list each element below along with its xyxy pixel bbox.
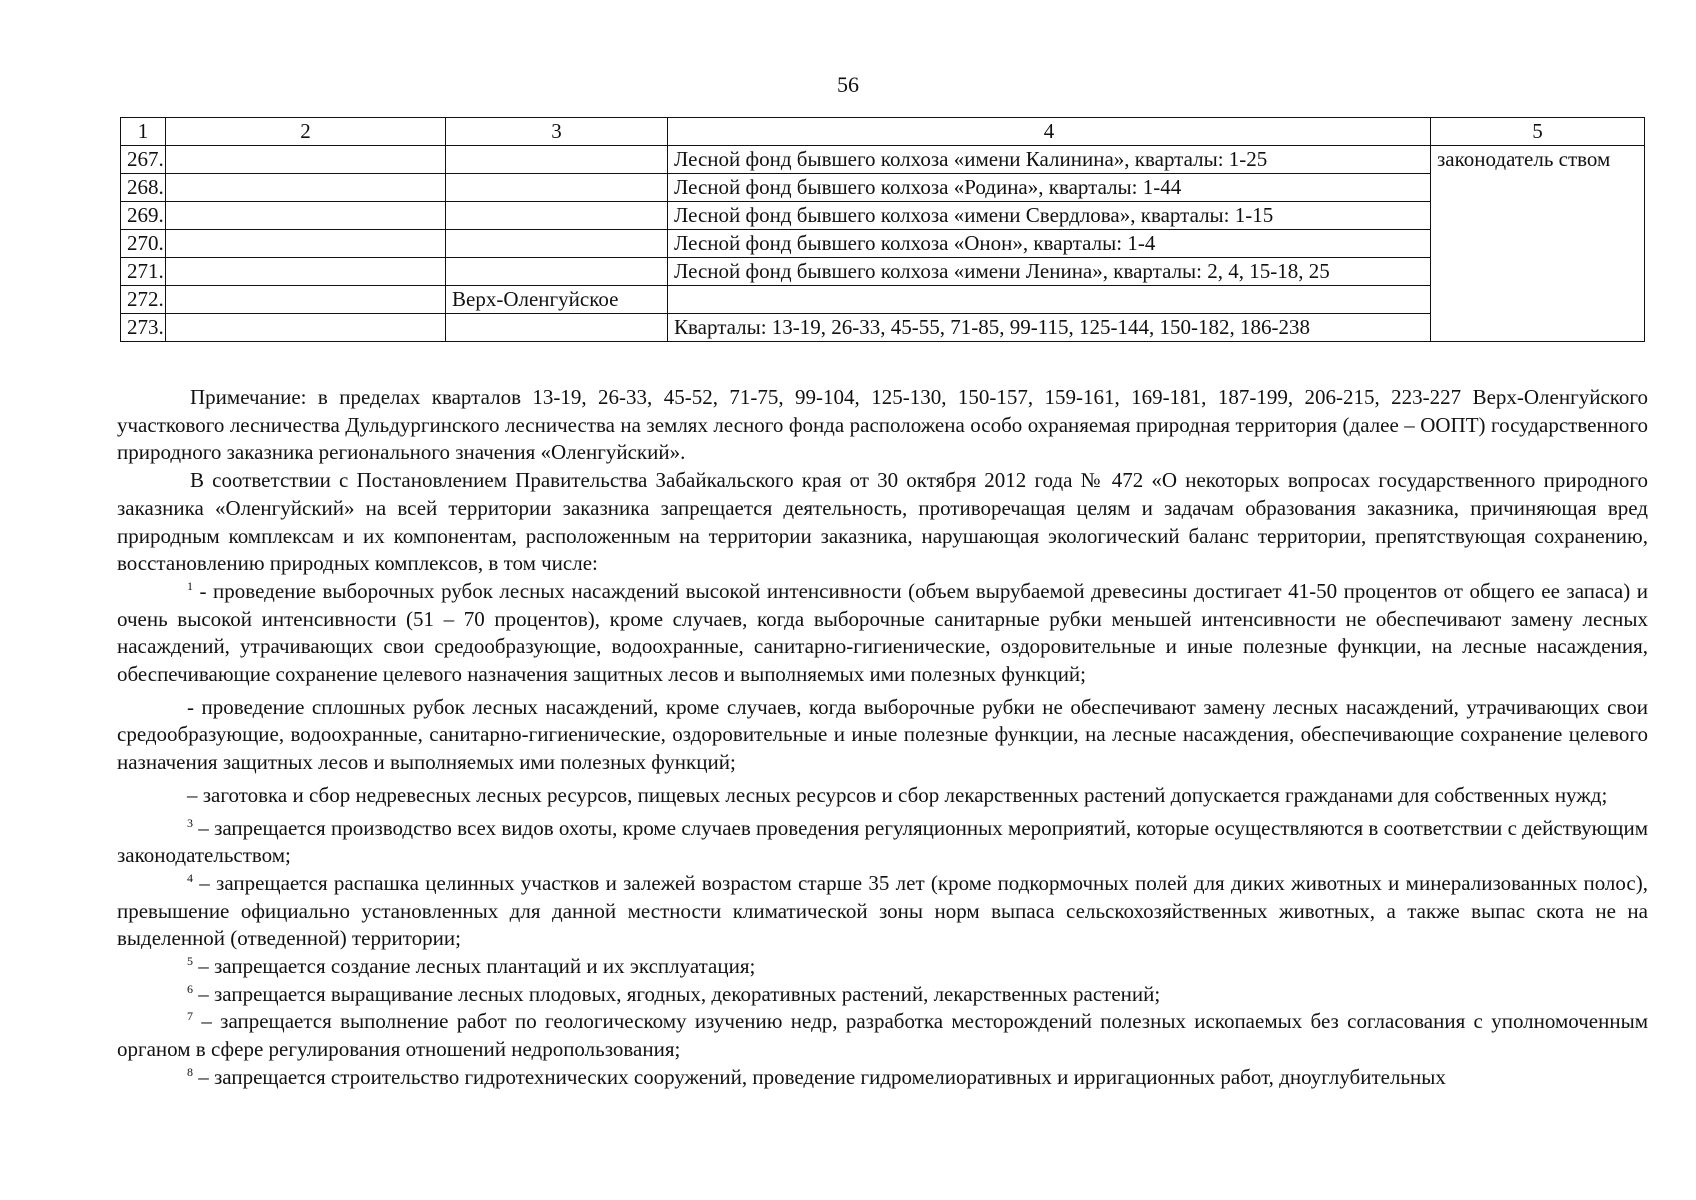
table-row xyxy=(121,174,1645,202)
row-cell-2 xyxy=(166,286,446,314)
list-item-text: – запрещается выполнение работ по геологическому изучению недр, разработка месторождений полезных ископаемых без согласования с уполномоченным органом в сфере регулирования отношений недропользования; xyxy=(117,1009,1648,1062)
list-item xyxy=(117,815,1648,870)
page-number: 56 xyxy=(837,72,859,97)
row-number: 267. xyxy=(121,146,166,174)
table-row xyxy=(121,286,1645,314)
list-item-text: – запрещается создание лесных плантаций и их эксплуатация; xyxy=(193,954,756,979)
footnote-marker: 6 xyxy=(187,981,193,996)
footnote-marker: 8 xyxy=(187,1064,193,1079)
row-cell-3 xyxy=(446,174,668,202)
list-item xyxy=(117,1008,1648,1063)
note-paragraph: Примечание: в пределах кварталов 13-19, 26-33, 45-52, 71-75, 99-104, 125-130, 150-157, 159-161, 169-181, 187-199, 206-215, 223-227 Верх-Оленгуйского участкового лесничества Дульдургинского лесничества на землях лесного фонда расположена особо охраняемая природная территория (далее – ООПТ) государственного природного заказника регионального значения «Оленгуйский». xyxy=(117,385,1648,465)
table-row xyxy=(121,230,1645,258)
row-cell-4 xyxy=(668,286,1431,314)
list-item-text: – запрещается распашка целинных участков и залежей возрастом старше 35 лет (кроме подкормочных полей для диких животных и минерализованных полос), превышение официально установленных для данной местности климатической зоны норм выпаса сельскохозяйственных животных, а также выпас скота не на выделенной (отведенной) территории; xyxy=(117,870,1648,951)
row-cell-4: Лесной фонд бывшего колхоза «имени Калинина», кварталы: 1-25 xyxy=(668,146,1431,174)
row-number: 269. xyxy=(121,202,166,230)
list-item xyxy=(117,782,1648,810)
row-cell-2 xyxy=(166,202,446,230)
document-body xyxy=(117,384,1648,1092)
table-row xyxy=(121,314,1645,342)
list-item xyxy=(117,870,1648,953)
row-cell-2 xyxy=(166,314,446,342)
header-cell: 5 xyxy=(1431,118,1645,146)
row-cell-2 xyxy=(166,146,446,174)
row-number: 271. xyxy=(121,258,166,286)
list-item-text: – запрещается производство всех видов охоты, кроме случаев проведения регуляционных мероприятий, которые осуществляются в соответствии с действующим законодательством; xyxy=(117,815,1648,868)
list-item xyxy=(117,981,1648,1009)
row-cell-3 xyxy=(446,258,668,286)
footnote-marker: 7 xyxy=(187,1009,193,1024)
row-cell-4: Лесной фонд бывшего колхоза «имени Ленина», кварталы: 2, 4, 15-18, 25 xyxy=(668,258,1431,286)
row-number: 270. xyxy=(121,230,166,258)
row-cell-4: Кварталы: 13-19, 26-33, 45-55, 71-85, 99-115, 125-144, 150-182, 186-238 xyxy=(668,314,1431,342)
row-number: 273. xyxy=(121,314,166,342)
table-row xyxy=(121,258,1645,286)
row-cell-2 xyxy=(166,230,446,258)
row-number: 272. xyxy=(121,286,166,314)
row-cell-3: Верх-Оленгуйское xyxy=(446,286,668,314)
header-cell: 2 xyxy=(166,118,446,146)
list-item xyxy=(117,953,1648,981)
list-item-text: – запрещается выращивание лесных плодовых, ягодных, декоративных растений, лекарственных растений; xyxy=(193,981,1161,1006)
list-item-text: - проведение сплошных рубок лесных насаждений, кроме случаев, когда выборочные рубки не обеспечивают замену лесных насаждений, утрачивающих свои средообразующие, водоохранные, санитарно-гигиенические, оздоровительные и иные полезные функции, на лесные насаждения, обеспечивающие сохранение целевого назначения защитных лесов и выполняемых ими полезных функций; xyxy=(117,694,1648,775)
table-row xyxy=(121,146,1645,174)
table-header-row xyxy=(121,118,1645,146)
list-item xyxy=(117,1064,1648,1092)
footnote-marker: 1 xyxy=(187,578,193,593)
row-cell-4: Лесной фонд бывшего колхоза «Онон», кварталы: 1-4 xyxy=(668,230,1431,258)
row-cell-3 xyxy=(446,314,668,342)
row-cell-3 xyxy=(446,202,668,230)
row-cell-3 xyxy=(446,230,668,258)
footnote-marker: 3 xyxy=(187,815,193,830)
row-cell-4: Лесной фонд бывшего колхоза «Родина», кварталы: 1-44 xyxy=(668,174,1431,202)
intro-paragraph: В соответствии с Постановлением Правительства Забайкальского края от 30 октября 2012 года № 472 «О некоторых вопросах государственного природного заказника «Оленгуйский» на всей территории заказника запрещается деятельность, противоречащая целям и задачам образования заказника, причиняющая вред природным комплексам и их компонентам, расположенным на территории заказника, нарушающая экологический баланс территории, препятствующая сохранению, восстановлению природных комплексов, в том числе: xyxy=(117,468,1648,576)
list-item-text: – запрещается строительство гидротехнических сооружений, проведение гидромелиоративных и ирригационных работ, дноуглубительных xyxy=(193,1064,1446,1089)
footnote-marker: 4 xyxy=(187,870,193,885)
row-cell-4: Лесной фонд бывшего колхоза «имени Свердлова», кварталы: 1-15 xyxy=(668,202,1431,230)
row-cell-5-merged: законодатель ством xyxy=(1431,146,1645,342)
forest-table xyxy=(120,117,1645,342)
list-item-text: – заготовка и сбор недревесных лесных ресурсов, пищевых лесных ресурсов и сбор лекарственных растений допускается гражданами для собственных нужд; xyxy=(187,782,1608,807)
table-row xyxy=(121,202,1645,230)
list-item-text: - проведение выборочных рубок лесных насаждений высокой интенсивности (объем вырубаемой древесины достигает 41-50 процентов от общего ее запаса) и очень высокой интенсивности (51 – 70 процентов), кроме случаев, когда выборочные санитарные рубки меньшей интенсивности не обеспечивают замену лесных насаждений, утрачивающих свои средообразующие, водоохранные, санитарно-гигиенические, оздоровительные и иные полезные функции, на лесные насаждения, обеспечивающие сохранение целевого назначения защитных лесов и выполняемых ими полезных функций; xyxy=(117,578,1648,687)
footnote-marker: 5 xyxy=(187,954,193,969)
list-item xyxy=(117,578,1648,689)
list-item xyxy=(117,694,1648,777)
row-cell-2 xyxy=(166,174,446,202)
row-cell-2 xyxy=(166,258,446,286)
row-cell-3 xyxy=(446,146,668,174)
row-number: 268. xyxy=(121,174,166,202)
header-cell: 3 xyxy=(446,118,668,146)
header-cell: 4 xyxy=(668,118,1431,146)
header-cell: 1 xyxy=(121,118,166,146)
